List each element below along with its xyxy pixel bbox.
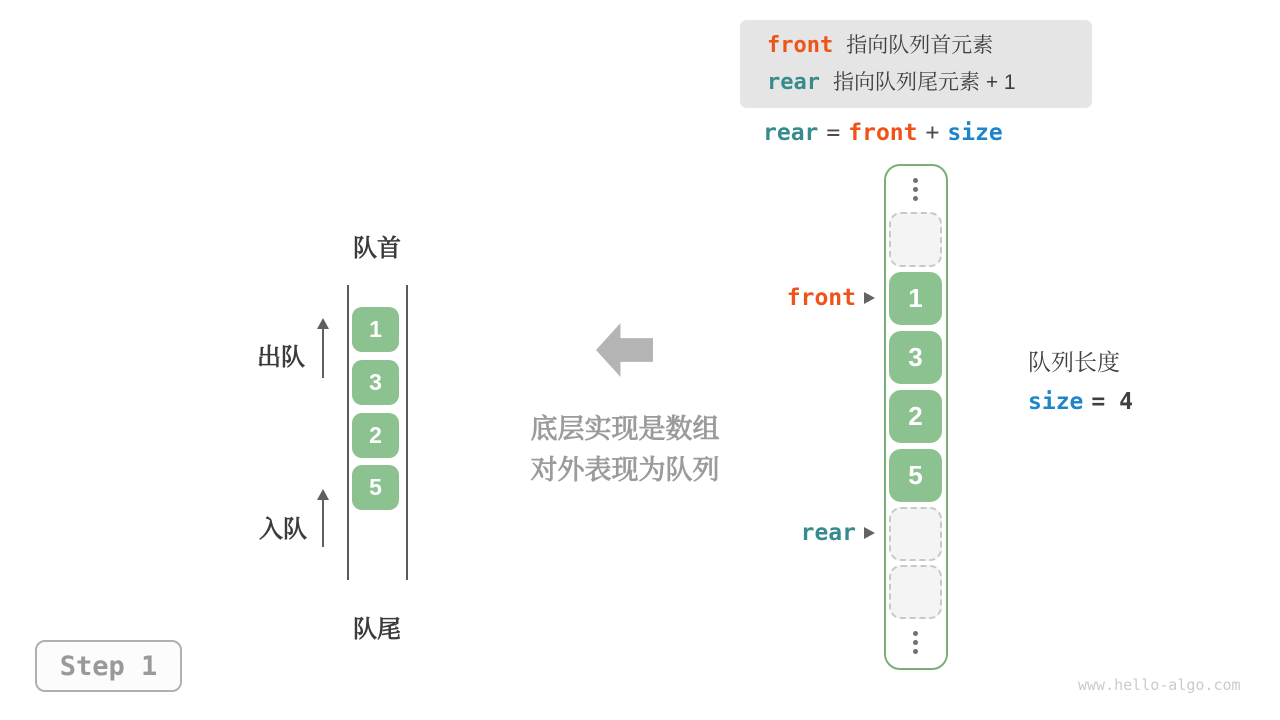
- array-cell-empty: [889, 507, 942, 561]
- caption: [495, 409, 755, 491]
- array-ellipsis-top-icon: [913, 178, 918, 205]
- dequeue-label: 出队: [257, 344, 305, 371]
- step-badge: Step 1: [35, 640, 182, 692]
- formula-rear: rear: [763, 120, 819, 146]
- queue-cell: 1: [352, 307, 399, 352]
- array-cell-value: 5: [889, 449, 942, 502]
- formula-size: size: [947, 120, 1003, 146]
- front-pointer: [763, 286, 875, 310]
- formula-front: front: [848, 120, 918, 146]
- queue-size-label: 队列长度: [1028, 349, 1120, 375]
- queue-cell: 5: [352, 465, 399, 510]
- queue-size-info: [1028, 344, 1133, 415]
- queue-left-rail: [347, 285, 349, 580]
- enqueue-arrow-icon: [316, 489, 330, 547]
- front-description: 指向队列首元素: [846, 34, 994, 57]
- legend-line-rear: [767, 64, 1092, 101]
- rear-pointer-arrow-icon: [864, 527, 875, 539]
- queue-cell: 2: [352, 413, 399, 458]
- legend-box: [740, 20, 1092, 108]
- formula-plus: +: [925, 120, 940, 146]
- rear-pointer: [763, 521, 875, 545]
- formula: [763, 120, 1003, 146]
- front-keyword: front: [767, 33, 834, 58]
- dequeue-arrow-icon: [316, 318, 330, 378]
- legend-line-front: [767, 27, 1092, 64]
- front-pointer-label: front: [786, 285, 856, 311]
- array-cell-value: 2: [889, 390, 942, 443]
- size-value: = 4: [1091, 389, 1133, 415]
- caption-line2: 对外表现为队列: [530, 455, 720, 485]
- array-cell-empty: [889, 212, 942, 267]
- left-block-arrow-icon: [596, 323, 653, 377]
- rear-keyword: rear: [767, 70, 820, 95]
- caption-line1: 底层实现是数组: [530, 414, 720, 444]
- queue-tail-label: 队尾: [353, 616, 401, 643]
- rear-description: 指向队列尾元素 + 1: [832, 71, 1016, 94]
- array-cell-empty: [889, 565, 942, 619]
- queue-head-label: 队首: [353, 235, 401, 262]
- array-cell-value: 3: [889, 331, 942, 384]
- array-ellipsis-bottom-icon: [913, 631, 918, 658]
- enqueue-label: 入队: [259, 516, 307, 543]
- array-cell-value: 1: [889, 272, 942, 325]
- watermark: www.hello-algo.com: [1078, 676, 1241, 694]
- queue-right-rail: [406, 285, 408, 580]
- formula-equals: =: [826, 120, 841, 146]
- queue-cell: 3: [352, 360, 399, 405]
- rear-pointer-label: rear: [800, 520, 856, 546]
- front-pointer-arrow-icon: [864, 292, 875, 304]
- size-keyword: size: [1028, 389, 1084, 415]
